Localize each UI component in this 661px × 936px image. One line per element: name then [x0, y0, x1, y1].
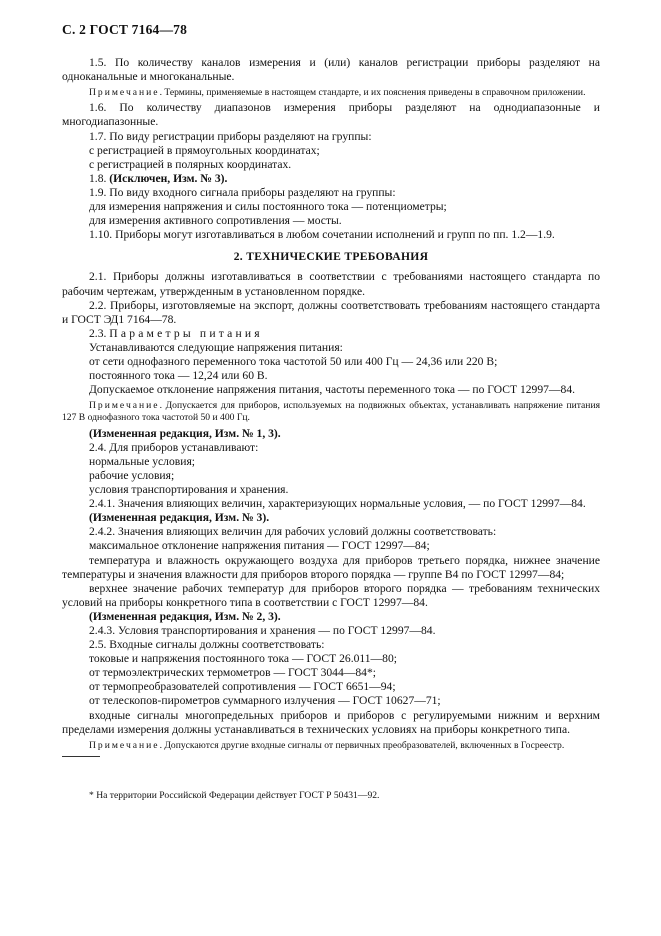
clause-2-1: 2.1. Приборы должны изготавливаться в соответствии с требованиями настоящего стандарта по рабочим чертежам, утвержденным в установленном порядке. — [62, 270, 600, 298]
excluded-note: (Исключен, Изм. № 3). — [109, 171, 228, 185]
clause-2-3 — [62, 327, 600, 341]
list-item: условия транспортирования и хранения. — [89, 483, 289, 497]
amendment-note: (Измененная редакция, Изм. № 1, 3). — [89, 426, 281, 440]
note-3 — [62, 740, 600, 752]
list-item: верхнее значение рабочих температур для приборов второго порядка — требованиям технических условий на приборы конкретного типа в соответствии с ГОСТ 12997—84. — [62, 581, 600, 609]
list-item: от термопреобразователей сопротивления — ГОСТ 6651—94; — [89, 680, 396, 694]
clause-2-4-1: 2.4.1. Значения влияющих величин, характеризующих нормальные условия, — по ГОСТ 12997—84. — [89, 497, 586, 511]
list-item: входные сигналы многопредельных приборов и приборов с регулируемыми нижним и верхним пределами измерения должны устанавливаться в технических условиях на приборы конкретного типа. — [62, 708, 600, 736]
clause-1-8 — [62, 172, 600, 186]
document-body — [62, 56, 600, 754]
amendment-note: (Измененная редакция, Изм. № 2, 3). — [89, 609, 281, 623]
list-item: от термоэлектрических термометров — ГОСТ 3044—84*; — [89, 666, 376, 680]
amendment-note: (Измененная редакция, Изм. № 3). — [89, 511, 270, 525]
list-item: нормальные условия; — [89, 454, 195, 468]
clause-title: Параметры питания — [109, 326, 263, 340]
text-line: Допускаемое отклонение напряжения питания, частоты переменного тока — по ГОСТ 12997—84. — [89, 383, 576, 397]
list-item: рабочие условия; — [89, 468, 175, 482]
clause-2-2: 2.2. Приборы, изготовляемые на экспорт, должны соответствовать требованиям настоящего стандарта и ГОСТ ЭД1 7164—78. — [62, 298, 600, 326]
clause-2-4-2: 2.4.2. Значения влияющих величин для рабочих условий должны соответствовать: — [89, 525, 497, 539]
clause-1-10: 1.10. Приборы могут изготавливаться в любом сочетании исполнений и групп по пп. 1.2—1.9. — [89, 228, 555, 242]
note-2 — [62, 400, 600, 424]
clause-2-5: 2.5. Входные сигналы должны соответствовать: — [89, 638, 325, 652]
clause-number: 1.8. — [89, 171, 107, 185]
list-item: для измерения напряжения и силы постоянного тока — потенциометры; — [89, 200, 447, 214]
note-text: . Допускается для приборов, используемых на подвижных объектах, устанавливать напряжение питания 127 В однофазного тока частотой 50 и 400 Гц. — [62, 400, 600, 424]
list-item: от телескопов-пирометров суммарного излучения — ГОСТ 10627—71; — [89, 694, 441, 708]
list-item: максимальное отклонение напряжения питания — ГОСТ 12997—84; — [89, 539, 430, 553]
list-item: токовые и напряжения постоянного тока — ГОСТ 26.011—80; — [89, 652, 397, 666]
clause-1-6: 1.6. По количеству диапазонов измерения приборы разделяют на однодиапазонные и многодиапазонные. — [62, 101, 600, 129]
list-item: с регистрацией в прямоугольных координатах; — [89, 143, 320, 157]
note-label: Примечание — [89, 400, 160, 412]
clause-2-4-3: 2.4.3. Условия транспортирования и хранения — по ГОСТ 12997—84. — [89, 623, 436, 637]
section-2-heading: 2. ТЕХНИЧЕСКИЕ ТРЕБОВАНИЯ — [233, 250, 429, 264]
footnote: * На территории Российской Федерации действует ГОСТ Р 50431—92. — [89, 790, 380, 801]
text-line: от сети однофазного переменного тока частотой 50 или 400 Гц — 24,36 или 220 В; — [89, 354, 498, 368]
page-header: С. 2 ГОСТ 7164—78 — [62, 22, 188, 37]
list-item: температура и влажность окружающего воздуха для приборов третьего порядка, нижнее значение температуры и значения влажности для приборов второго порядка — группе В4 по ГОСТ 12997—84; — [62, 553, 600, 581]
footnote-divider — [62, 756, 100, 757]
clause-1-5: 1.5. По количеству каналов измерения и (или) каналов регистрации приборы разделяют на одноканальные и многоканальные. — [62, 56, 600, 84]
text-line: постоянного тока — 12,24 или 60 В. — [89, 369, 268, 383]
clause-1-9: 1.9. По виду входного сигнала приборы разделяют на группы: — [89, 185, 396, 199]
list-item: с регистрацией в полярных координатах. — [89, 157, 292, 171]
note-1 — [62, 87, 600, 99]
clause-1-7: 1.7. По виду регистрации приборы разделяют на группы: — [89, 129, 372, 143]
clause-2-4: 2.4. Для приборов устанавливают: — [89, 440, 259, 454]
note-label: Примечание — [89, 739, 160, 751]
text-line: Устанавливаются следующие напряжения питания: — [89, 340, 343, 354]
note-text: . Допускаются другие входные сигналы от первичных преобразователей, включенных в Госреестр. — [159, 739, 565, 751]
note-text: . Термины, применяемые в настоящем стандарте, и их пояснения приведены в справочном приложении. — [159, 87, 586, 99]
clause-number: 2.3. — [89, 326, 107, 340]
note-label: Примечание — [89, 87, 160, 99]
list-item: для измерения активного сопротивления — мосты. — [89, 214, 342, 228]
